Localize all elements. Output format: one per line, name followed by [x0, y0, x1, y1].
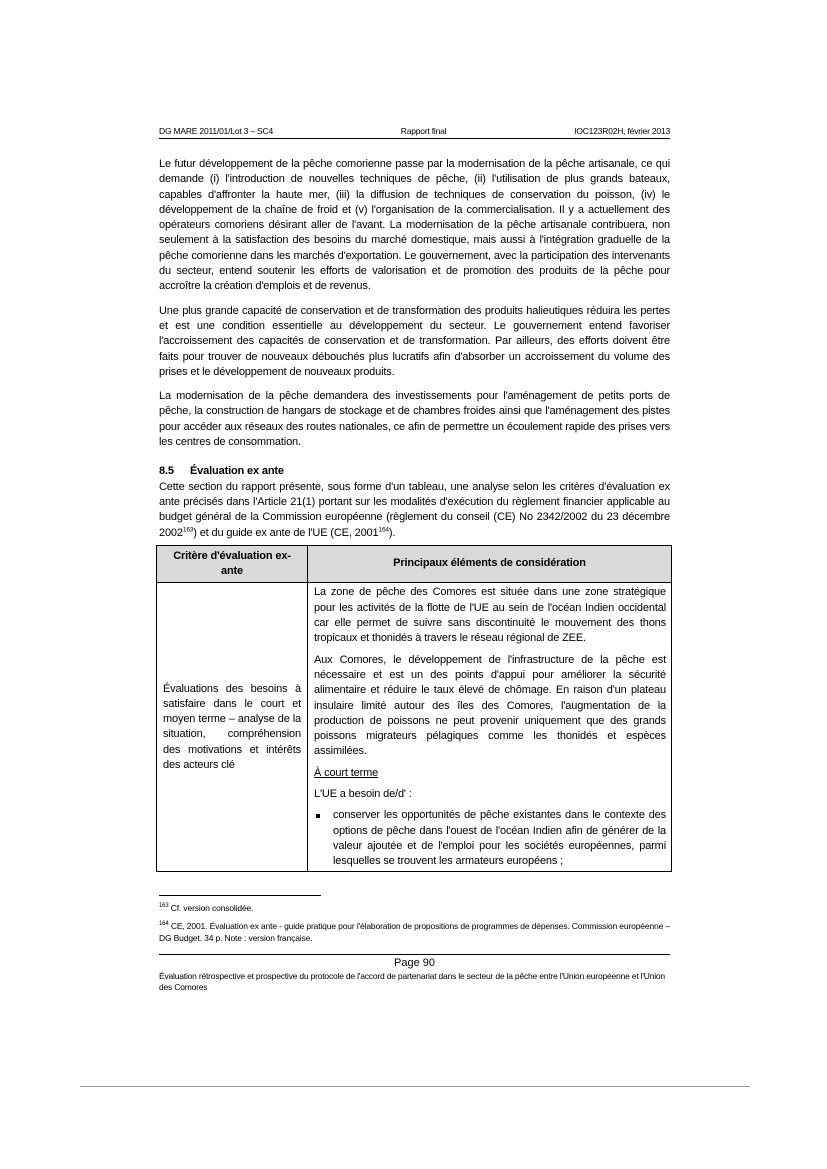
- consideration-paragraph: Aux Comores, le développement de l'infrastructure de la pêche est nécessaire et est un des points d'appui pour améliorer la sécurité alimentaire et réduire le taux élevé de chômage. En raison d'un plateau insulaire limité autour des îles des Comores, l'augmentation de la production de poissons ne peut provenir uniquement que des grands poissons migrateurs pélagiques comme les thonidés et espèces assimilées.: [314, 653, 666, 758]
- footnote-164: [159, 920, 670, 944]
- evaluation-table: [156, 545, 672, 873]
- paragraph-modernisation: Le futur développement de la pêche comorienne passe par la modernisation de la pêche artisanale, ce qui demande (i) l'introduction de nouvelles techniques de pêche, (ii) l'utilisation de plus grands bateaux, capables d'affronter la haute mer, (iii) la diffusion de techniques de conservation du poisson, (iv) le développement de la chaîne de froid et (v) l'organisation de la commercialisation. Il y a actuellement des opérateurs comoriens désirant aller de l'avant. La modernisation de la pêche artisanale contribuera, non seulement à la satisfaction des besoins du marché domestique, mais aussi à l'intégration graduelle de la pêche comorienne dans les marchés d'exportation. Le gouvernement, avec la participation des intervenants du secteur, entend soutenir les efforts de valorisation et de promotion des produits de la pêche pour accroître la création d'emplois et de revenus.: [159, 158, 670, 293]
- intro-text: Cette section du rapport présente, sous forme d'un tableau, une analyse selon les critères d'évaluation ex ante précisés dans l'Article 21(1) portant sur les modalités d'exécution du règlement financier applicable au budget général de la Commission européenne (règlement du conseil (CE) No 2342/2002 du 23 décembre 2002: [159, 480, 670, 539]
- footnote-text: Cf. version consolidée.: [170, 903, 254, 913]
- header-criterion: Critère d'évaluation ex-ante: [157, 545, 308, 583]
- running-header: [159, 126, 670, 139]
- table-header-row: [157, 545, 672, 583]
- section-number: 8.5: [159, 465, 174, 478]
- considerations-cell: [308, 583, 672, 872]
- footnote-163: [159, 902, 670, 914]
- paragraph-conservation: Une plus grande capacité de conservation et de transformation des produits halieutiques réduira les pertes et est une condition essentielle au développement du secteur. Le gouvernement entend favoriser l'accroissement des capacités de conservation et de transformation. Par ailleurs, des efforts doivent être faits pour trouver de nouveaux débouchés plus lucratifs afin d'absorber un accroissement du volume des prises et le développement de nouveaux produits.: [159, 304, 670, 378]
- page-boundary-line: [80, 1086, 750, 1087]
- footnotes: [159, 902, 670, 950]
- subheading-short-term: À court terme: [314, 766, 379, 779]
- criterion-cell: Évaluations des besoins à satisfaire dans le court et moyen terme – analyse de la situation, compréhension des motivations et intérêts des acteurs clé: [157, 583, 308, 872]
- footer-caption: Évaluation rétrospective et prospective du protocole de l'accord de partenariat dans le secteur de la pêche entre l'Union européenne et l'Union des Comores: [159, 971, 665, 992]
- section-intro: [159, 480, 670, 541]
- intro-text: ) et du guide ex ante de l'UE (CE, 2001: [193, 526, 379, 539]
- intro-text: ).: [388, 526, 396, 539]
- needs-lead: L'UE a besoin de/d' :: [314, 787, 412, 800]
- footnote-number: 164: [159, 921, 169, 928]
- footer-rule: [159, 954, 670, 955]
- list-item: conserver les opportunités de pêche existantes dans le contexte des options de pêche dans l'ouest de l'océan Indien afin de générer de la valeur ajoutée et de l'emploi pour les sociétés européennes, parmi lesquelles se trouvent les armateurs européens ;: [314, 808, 666, 869]
- footnote-number: 163: [159, 903, 169, 910]
- header-report-type: Rapport final: [400, 126, 447, 136]
- page-number: Page 90: [394, 957, 435, 969]
- body-content: [159, 157, 670, 872]
- footnote-ref-163[interactable]: 163: [182, 525, 194, 533]
- table-row: [157, 583, 672, 872]
- section-heading: [159, 464, 670, 479]
- header-reference: DG MARE 2011/01/Lot 3 – SC4: [159, 126, 273, 136]
- paragraph-investments: La modernisation de la pêche demandera des investissements pour l'aménagement de petits ports de pêche, la construction de hangars de stockage et de chambres froides ainsi que l'aménagement des pistes pour accéder aux réseaux des routes nationales, ce afin de permettre un écoulement rapide des prises vers les centres de consommation.: [159, 390, 670, 449]
- needs-list: [314, 808, 666, 869]
- footnote-separator: [159, 895, 321, 896]
- section-title: Évaluation ex ante: [190, 465, 284, 478]
- footnote-text: CE, 2001. Évaluation ex ante - guide pratique pour l'élaboration de propositions de programmes de dépenses. Commission européenne – DG Budget. 34 p. Note : version française.: [159, 921, 671, 943]
- header-document-code: IOC123R02H, février 2013: [574, 126, 670, 136]
- consideration-paragraph: La zone de pêche des Comores est située dans une zone stratégique pour les activités de la flotte de l'UE au sein de l'océan Indien occidental car elle permet de suivre sans discontinuité le mouvement des thons tropicaux et thonidés à travers le réseau régional de ZEE.: [314, 586, 666, 645]
- header-considerations: Principaux éléments de considération: [308, 545, 672, 583]
- footnote-ref-164[interactable]: 164: [378, 525, 389, 533]
